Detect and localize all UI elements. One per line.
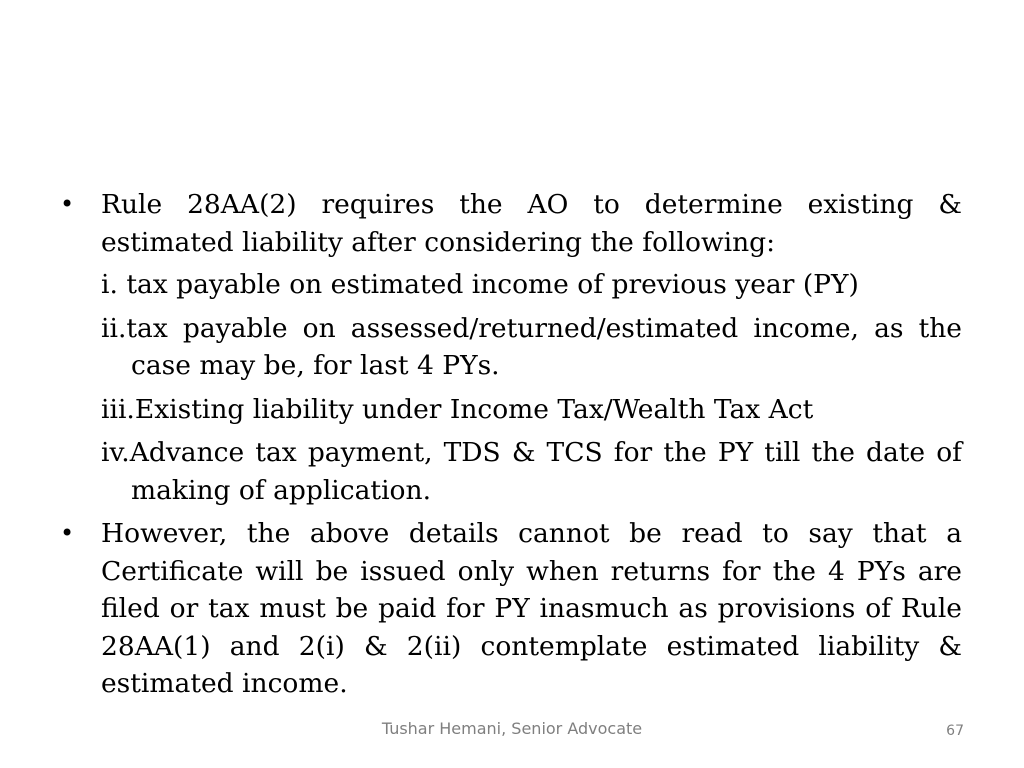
bullet-text: However, the above details cannot be read to say that a Certificate will be issued only when returns for the 4 PYs are filed or tax must be paid for PY inasmuch as provisions of Rule 28AA(1) and 2(i) & 2(ii) contemplate estimated liability & estimated income. [101, 518, 962, 699]
sub-item: iv.Advance tax payment, TDS & TCS for the PY till the date of making of application. [101, 437, 962, 506]
bullet-item [60, 186, 962, 261]
slide-content [60, 186, 962, 708]
bullet-dot-icon: • [60, 519, 75, 547]
sub-item: iii.Existing liability under Income Tax/Wealth Tax Act [101, 393, 814, 425]
footer-text: Tushar Hemani, Senior Advocate [381, 719, 643, 738]
sub-item: ii.tax payable on assessed/returned/estimated income, as the case may be, for last 4 PYs. [101, 312, 962, 381]
bullet-text: Rule 28AA(2) requires the AO to determine existing & estimated liability after considering the following: [101, 189, 962, 258]
bullet-dot-icon: • [60, 190, 75, 218]
bullet-item [60, 515, 962, 703]
page-number: 67 [946, 723, 964, 739]
sub-item: i. tax payable on estimated income of previous year (PY) [101, 269, 859, 300]
